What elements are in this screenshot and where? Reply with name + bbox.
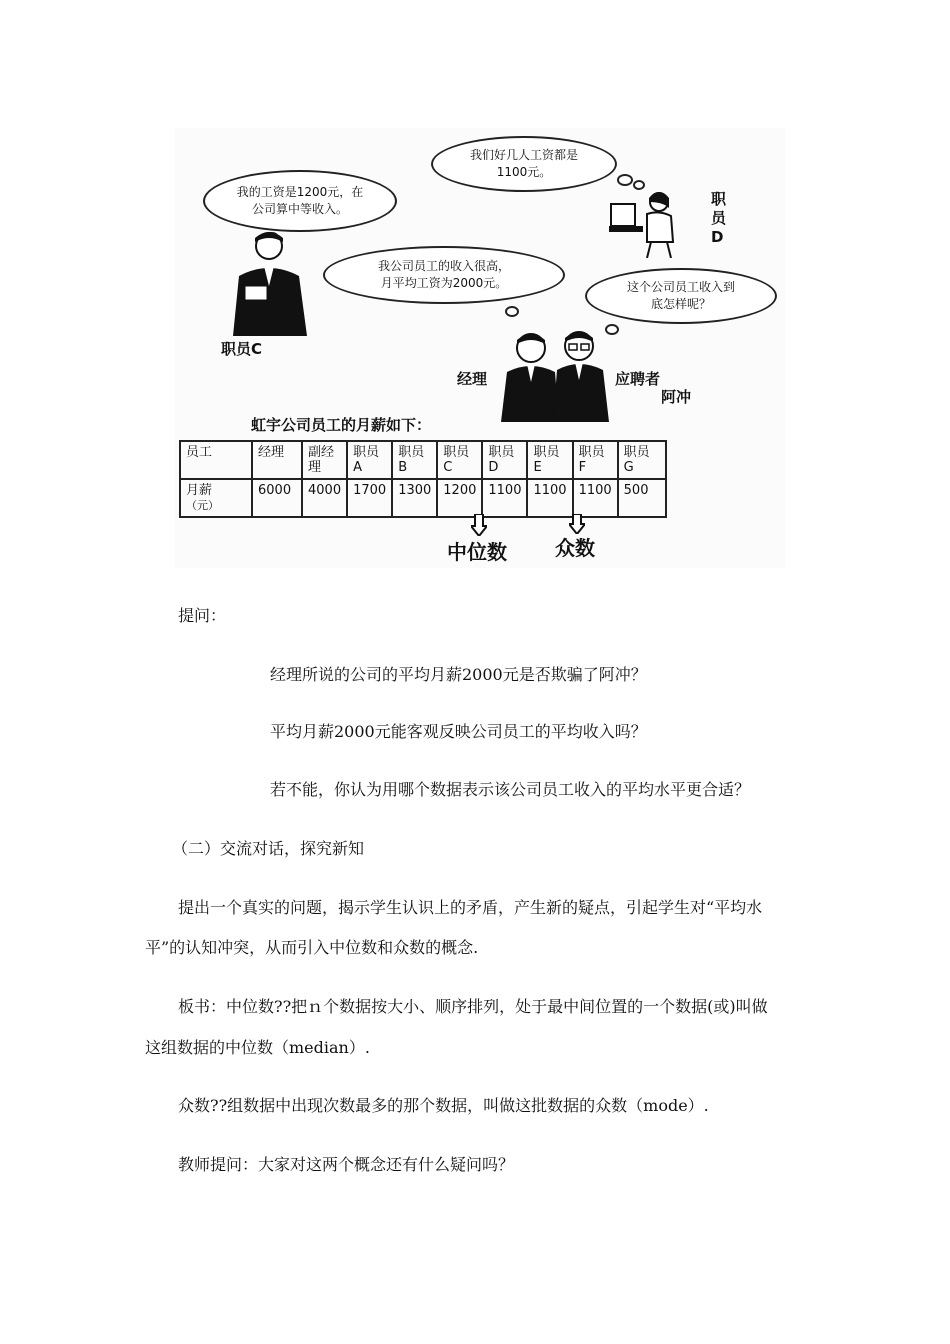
section-heading: （二）交流对话，探究新知 (172, 839, 365, 858)
table-row (180, 441, 666, 479)
table-cell: 1700 (347, 479, 392, 517)
paragraph-2-line-2: 这组数据的中位数（median）. (145, 1038, 370, 1057)
salary-row-label: 月薪 (186, 483, 213, 498)
label-employee-d: 职员D (711, 190, 727, 246)
label-applicant-role: 应聘者 (615, 370, 661, 388)
median-arrow-icon (471, 514, 487, 536)
label-employee-c: 职员C (221, 340, 263, 358)
speech-bubble-several (431, 136, 617, 192)
table-header-cell: 经理 (252, 441, 302, 479)
bubble-line: 底怎样呢？ (650, 297, 711, 311)
table-cell: 4000 (302, 479, 347, 517)
question-3: 若不能，你认为用哪个数据表示该公司员工收入的平均水平更合适？ (270, 780, 751, 799)
table-header-cell: 员工 (180, 441, 252, 479)
employee-c-figure (225, 226, 315, 336)
paragraph-1-line-2: 平”的认知冲突，从而引入中位数和众数的概念. (145, 938, 479, 957)
question-2: 平均月薪2000元能客观反映公司员工的平均收入吗？ (270, 722, 647, 741)
illustration-figure (175, 128, 785, 568)
paragraph-3: 众数??组数据中出现次数最多的那个数据，叫做这批数据的众数（mode）. (178, 1096, 709, 1115)
thought-dot (505, 306, 519, 317)
bubble-line: 1100元。 (496, 165, 552, 179)
table-cell: 500 (618, 479, 666, 517)
table-cell (180, 479, 252, 517)
question-1: 经理所说的公司的平均月薪2000元是否欺骗了阿冲？ (270, 665, 647, 684)
table-header-cell: 职员F (573, 441, 618, 479)
paragraph-1-line-1: 提出一个真实的问题，揭示学生认识上的矛盾，产生新的疑点，引起学生对“平均水 (178, 898, 763, 917)
table-cell: 1300 (392, 479, 437, 517)
salary-table-title: 虹宇公司员工的月薪如下： (251, 416, 432, 434)
table-cell: 1100 (482, 479, 527, 517)
mode-arrow-icon (569, 514, 585, 534)
table-header-cell: 职员C (437, 441, 482, 479)
employee-d-figure (607, 184, 687, 258)
bubble-line: 月平均工资为2000元。 (380, 276, 508, 290)
table-header-cell: 职员E (527, 441, 572, 479)
bubble-line: 我们好几人工资都是 (469, 148, 578, 162)
paragraph-4: 教师提问：大家对这两个概念还有什么疑问吗？ (178, 1155, 515, 1174)
mode-label: 众数 (555, 536, 595, 560)
salary-table (179, 440, 667, 518)
table-cell: 6000 (252, 479, 302, 517)
manager-and-applicant-figure (499, 326, 611, 422)
label-manager: 经理 (457, 370, 488, 388)
paragraph-2-line-1: 板书：中位数??把ｎ个数据按大小、顺序排列，处于最中间位置的一个数据(或)叫做 (178, 997, 768, 1016)
speech-bubble-applicant (585, 268, 777, 324)
table-header-cell: 职员A (347, 441, 392, 479)
table-row (180, 479, 666, 517)
table-header-cell: 职员G (618, 441, 666, 479)
median-label: 中位数 (447, 540, 507, 564)
table-header-cell: 职员D (482, 441, 527, 479)
table-header-cell: 副经理 (302, 441, 347, 479)
table-cell: 1100 (527, 479, 572, 517)
table-header-cell: 职员B (392, 441, 437, 479)
table-cell: 1200 (437, 479, 482, 517)
question-heading: 提问： (178, 606, 227, 625)
bubble-line: 我公司员工的收入很高， (377, 259, 510, 273)
bubble-line: 我的工资是1200元，在 (236, 185, 364, 199)
speech-bubble-employee-c (203, 170, 397, 232)
bubble-line: 公司算中等收入。 (251, 202, 348, 216)
speech-bubble-manager (323, 246, 565, 304)
salary-unit: （元） (186, 499, 219, 512)
label-applicant-name: 阿冲 (661, 388, 692, 406)
table-cell: 1100 (573, 479, 618, 517)
bubble-line: 这个公司员工收入到 (626, 280, 735, 294)
